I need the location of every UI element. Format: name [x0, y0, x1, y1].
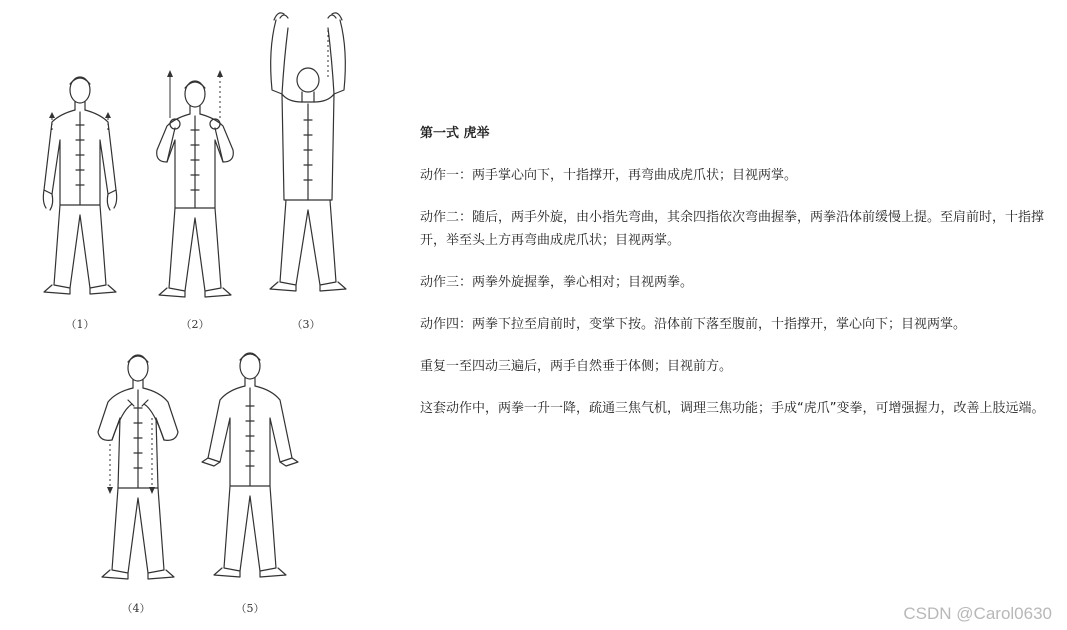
article-paragraph-6: 这套动作中，两拳一升一降，疏通三焦气机，调理三焦功能；手成“虎爪”变拳，可增强握力，改善上肢远端。: [420, 401, 1045, 416]
article-paragraph-3: 动作三：两拳外旋握拳，拳心相对；目视两拳。: [420, 275, 694, 290]
article-title: 第一式 虎举: [420, 126, 490, 141]
figure-2: [145, 70, 245, 340]
csdn-watermark: CSDN @Carol0630: [903, 604, 1052, 623]
figure-5: [200, 346, 300, 618]
figure-2-drawing: [145, 70, 245, 310]
article-paragraph-4: 动作四：两拳下拉至肩前时，变掌下按。沿体前下落至腹前，十指撑开，掌心向下；目视两掌。: [420, 317, 967, 332]
figure-4-label: （4）: [121, 602, 151, 615]
article-paragraph-1: 动作一：两手掌心向下，十指撑开，再弯曲成虎爪状；目视两掌。: [420, 168, 798, 183]
figure-5-drawing: [200, 346, 300, 591]
figure-1-drawing: [30, 70, 130, 310]
figure-3: [258, 10, 358, 340]
figure-2-label: （2）: [180, 318, 210, 331]
figure-5-label: （5）: [235, 602, 265, 615]
figure-4: [88, 348, 188, 618]
article-paragraph-5: 重复一至四动三遍后，两手自然垂于体侧；目视前方。: [420, 359, 733, 374]
figure-1-label: （1）: [65, 318, 95, 331]
figure-3-drawing: [258, 10, 358, 310]
article: [420, 122, 1045, 439]
figure-1: [30, 70, 130, 340]
article-paragraph-2: 动作二：随后，两手外旋，由小指先弯曲，其余四指依次弯曲握拳，两拳沿体前缓慢上提。至肩前时，十指撑开，举至头上方再弯曲成虎爪状；目视两掌。: [420, 210, 1045, 248]
figure-4-drawing: [88, 348, 188, 593]
figure-3-label: （3）: [291, 318, 321, 331]
